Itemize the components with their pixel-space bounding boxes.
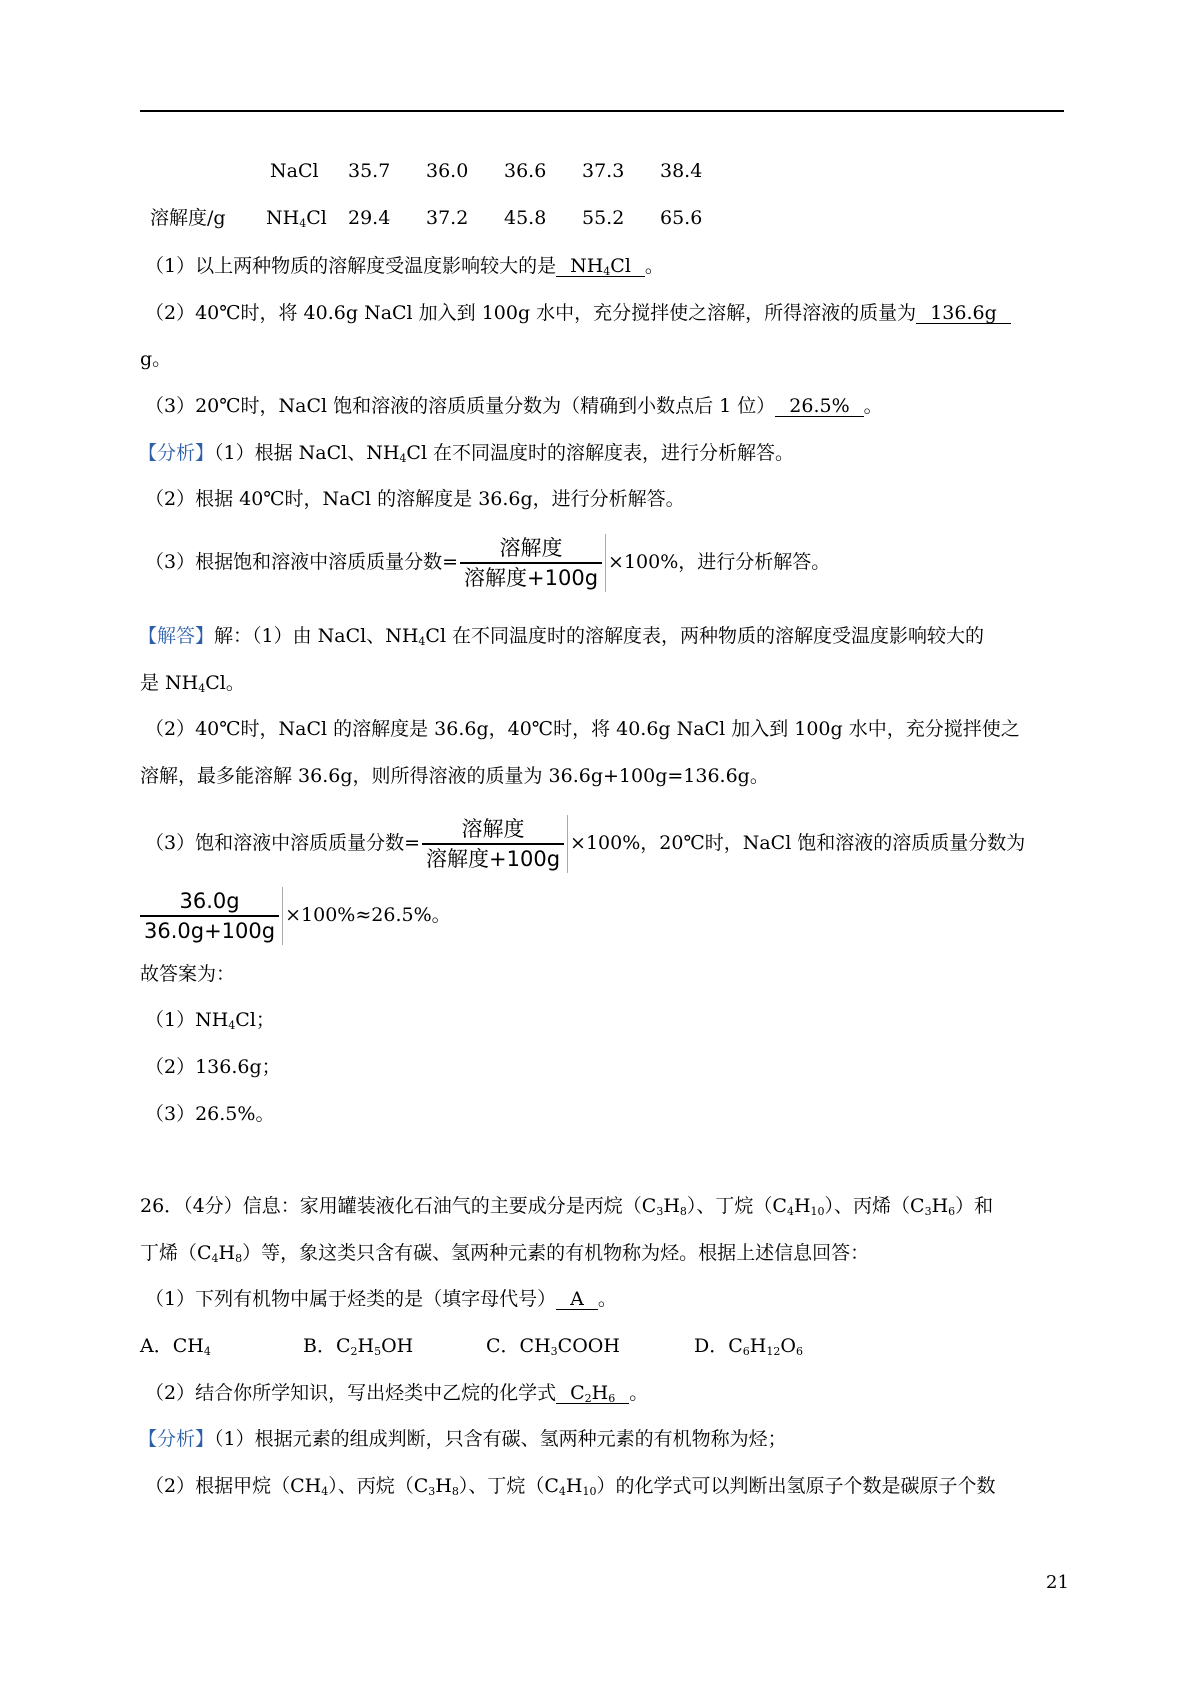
answer-blank: $C_2H_6$: [556, 1383, 629, 1404]
fraction: $\frac{36.0g}{36.0g+100g}$: [140, 887, 283, 945]
solution-line-2: 是 $NH_4Cl$。: [140, 672, 245, 695]
conclusion: 故答案为：: [140, 963, 236, 985]
q26-analysis-2: （2）根据甲烷$(CH_4)$、丙烷$(C_3H_8)$、丁烷$(C_4H_{10})$的化学式可以判断出氢原子个数是碳原子个数: [145, 1475, 996, 1498]
option-c: C．$CH_3COOH$: [486, 1335, 620, 1358]
table-cell: 29.4: [348, 207, 391, 229]
solution-tag: 【解答】: [138, 625, 215, 647]
solution-line-4: 溶解，最多能溶解 36.6g，则所得溶液的质量为 36.6g+100g=136.6g。: [140, 765, 769, 787]
q26-line-2: 丁烯$(C_4H_8)$等，象这类只含有碳、氢两种元素的有机物称为烃。根据上述信息回答：: [140, 1242, 870, 1265]
nh4cl-label: $NH_4Cl$: [266, 207, 327, 230]
analysis-tag: 【分析】: [138, 1428, 215, 1450]
table-cell: 37.2: [426, 207, 469, 229]
nacl-label: NaCl: [270, 160, 319, 182]
analysis-line-2: （2）根据 40℃时，NaCl 的溶解度是 36.6g，进行分析解答。: [145, 488, 685, 510]
question-1: （1）以上两种物质的溶解度受温度影响较大的是 $NH_4Cl$ 。: [145, 255, 664, 278]
option-b: B．$C_2H_5OH$: [303, 1335, 414, 1358]
table-cell: 38.4: [660, 160, 703, 182]
answer-1: $(1)NH_4Cl$；: [145, 1009, 275, 1032]
solution-line-3: （2）40℃时，NaCl 的溶解度是 36.6g，40℃时，将 40.6g NaCl 加入到 100g 水中，充分搅拌使之: [145, 718, 1020, 740]
solution-line-1: 【解答】解：（1）由 NaCl、$NH_4Cl$ 在不同温度时的溶解度表，两种物质的溶解度受温度影响较大的: [138, 625, 985, 648]
table-cell: 55.2: [582, 207, 625, 229]
page-number: 21: [1046, 1572, 1069, 1593]
option-d: D．$C_6H_{12}O_6$: [694, 1335, 803, 1358]
table-cell: 37.3: [582, 160, 625, 182]
analysis-tag: 【分析】: [138, 442, 215, 464]
q26-question-2: （2）结合你所学知识，写出烃类中乙烷的化学式 $C_2H_6$ 。: [145, 1382, 649, 1405]
fraction: $\frac{\text{溶解度}}{\text{溶解度+100g}}$: [460, 534, 606, 592]
answer-blank: 26.5%: [775, 396, 863, 417]
table-cell: 35.7: [348, 160, 391, 182]
option-a: A．$CH_4$: [140, 1335, 211, 1358]
table-cell: 45.8: [504, 207, 547, 229]
table-cell: 36.0: [426, 160, 469, 182]
question-2: （2）40℃时，将 40.6g NaCl 加入到 100g 水中，充分搅拌使之溶解，所得溶液的质量为 136.6g: [145, 302, 1011, 324]
solution-line-5: （3）饱和溶液中溶质质量分数= $\frac{\text{溶解度}}{\text{溶解度+100g}}$ ×100%，20℃时，NaCl 饱和溶液的溶质质量分数为: [145, 817, 1026, 871]
q26-analysis-1: 【分析】（1）根据元素的组成判断，只含有碳、氢两种元素的有机物称为烃；: [138, 1428, 787, 1450]
answer-blank: $NH_4Cl$: [556, 256, 645, 277]
answer-blank: 136.6g: [916, 303, 1011, 324]
fraction: $\frac{\text{溶解度}}{\text{溶解度+100g}}$: [422, 815, 568, 873]
q26-question-1: （1）下列有机物中属于烃类的是（填字母代号） A 。: [145, 1288, 617, 1310]
solution-line-6: $\frac{36.0g}{36.0g+100g}$ ×100%≈26.5%。: [138, 885, 451, 945]
question-3: （3）20℃时，NaCl 饱和溶液的溶质质量分数为（精确到小数点后 1 位） 26.5% 。: [145, 395, 883, 417]
answer-2: （2）136.6g；: [145, 1056, 281, 1078]
header-rule: [140, 110, 1064, 112]
row-header: 溶解度/g: [150, 207, 226, 229]
q26-line-1: 26．（4分）信息：家用罐装液化石油气的主要成分是丙烷$(C_3H_8)$、丁烷$(C_4H_{10})$、丙烯$(C_3H_6)$和: [140, 1195, 994, 1218]
analysis-line-3: （3）根据饱和溶液中溶质质量分数= $\frac{\text{溶解度}}{\text{溶解度+100g}}$ ×100%，进行分析解答。: [145, 536, 831, 590]
table-cell: 65.6: [660, 207, 703, 229]
answer-3: （3）26.5%。: [145, 1103, 275, 1125]
table-cell: 36.6: [504, 160, 547, 182]
question-2-cont: g。: [140, 348, 172, 370]
answer-blank: A: [556, 1289, 598, 1310]
analysis-line-1: 【分析】（1）根据 NaCl、$NH_4Cl$ 在不同温度时的溶解度表，进行分析解答。: [138, 442, 795, 465]
